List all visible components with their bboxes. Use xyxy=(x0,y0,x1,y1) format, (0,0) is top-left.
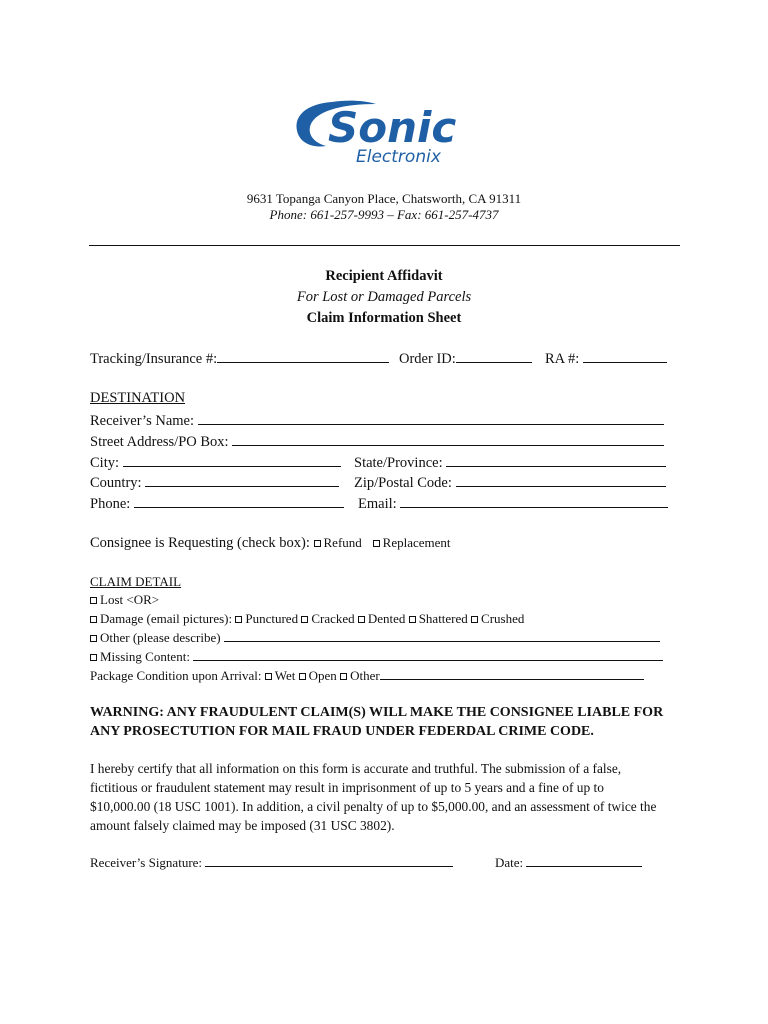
other-label: Other (please describe) xyxy=(100,630,221,645)
company-address: 9631 Topanga Canyon Place, Chatsworth, CA 91311 xyxy=(246,191,522,206)
certify-line-3: $10,000.00 (18 USC 1001). In addition, a civil penalty of up to $5,000.00, and an assessment of twice the xyxy=(90,799,657,814)
email-row xyxy=(358,494,668,513)
receiver-name-label: Receiver’s Name: xyxy=(90,413,195,429)
order-row xyxy=(399,349,532,368)
state-label: State/Province: xyxy=(354,455,443,471)
email-field[interactable] xyxy=(400,494,668,508)
state-row xyxy=(354,453,666,472)
date-field[interactable] xyxy=(526,855,642,867)
refund-label: Refund xyxy=(323,535,362,550)
other-condition-field[interactable] xyxy=(380,668,644,680)
refund-checkbox[interactable] xyxy=(314,540,321,547)
cracked-label: Cracked xyxy=(311,611,355,626)
order-id-label: Order ID: xyxy=(399,351,456,367)
phone-label: Phone: xyxy=(90,496,131,512)
other-description-field[interactable] xyxy=(224,630,660,642)
wet-checkbox[interactable] xyxy=(265,673,272,680)
other-condition-checkbox[interactable] xyxy=(340,673,347,680)
missing-label: Missing Content: xyxy=(100,649,190,664)
country-label: Country: xyxy=(90,475,142,491)
phone-row xyxy=(90,494,344,513)
state-field[interactable] xyxy=(446,453,666,467)
sonic-electronix-logo xyxy=(292,96,478,166)
destination-heading: DESTINATION xyxy=(90,390,186,406)
email-label: Email: xyxy=(358,496,397,512)
street-field[interactable] xyxy=(232,432,664,446)
punctured-label: Punctured xyxy=(245,611,299,626)
other-row xyxy=(90,630,660,646)
zip-label: Zip/Postal Code: xyxy=(354,475,452,491)
tracking-row xyxy=(90,349,389,368)
crushed-label: Crushed xyxy=(481,611,525,626)
ra-label: RA #: xyxy=(545,351,580,367)
damage-row xyxy=(90,611,524,627)
company-phone-fax: Phone: 661-257-9993 – Fax: 661-257-4737 xyxy=(269,207,499,222)
other-condition-label: Other xyxy=(350,668,380,683)
warning-line-1: WARNING: ANY FRAUDULENT CLAIM(S) WILL MAKE THE CONSIGNEE LIABLE FOR xyxy=(90,705,664,720)
city-label: City: xyxy=(90,455,120,471)
phone-field[interactable] xyxy=(134,494,344,508)
punctured-checkbox[interactable] xyxy=(235,616,242,623)
request-row xyxy=(90,535,451,552)
damage-checkbox[interactable] xyxy=(90,616,97,623)
missing-checkbox[interactable] xyxy=(90,654,97,661)
crushed-checkbox[interactable] xyxy=(471,616,478,623)
certify-line-2: fictitious or fraudulent statement may result in imprisonment of up to 5 years and a fine of up to xyxy=(90,780,604,795)
city-row xyxy=(90,453,341,472)
open-label: Open xyxy=(308,668,337,683)
dented-label: Dented xyxy=(367,611,406,626)
order-id-field[interactable] xyxy=(456,349,532,363)
wet-label: Wet xyxy=(274,668,296,683)
certify-line-1: I hereby certify that all information on this form is accurate and truthful. The submission of a false, xyxy=(90,761,622,776)
condition-label: Package Condition upon Arrival: xyxy=(90,668,262,683)
form-sheet-title: Claim Information Sheet xyxy=(306,310,462,326)
lost-checkbox[interactable] xyxy=(90,597,97,604)
lost-label: Lost <OR> xyxy=(100,592,160,607)
form-subtitle: For Lost or Damaged Parcels xyxy=(296,289,472,305)
country-row xyxy=(90,473,339,492)
tracking-label: Tracking/Insurance #: xyxy=(90,351,218,367)
receiver-name-row xyxy=(90,411,664,430)
city-field[interactable] xyxy=(123,453,341,467)
date-label: Date: xyxy=(495,855,524,870)
signature-label: Receiver’s Signature: xyxy=(90,855,203,870)
ra-row xyxy=(545,349,667,368)
signature-row xyxy=(90,855,453,871)
signature-field[interactable] xyxy=(205,855,453,867)
request-label: Consignee is Requesting (check box): xyxy=(90,535,310,551)
ra-field[interactable] xyxy=(583,349,667,363)
header-divider xyxy=(89,245,680,246)
replacement-checkbox[interactable] xyxy=(373,540,380,547)
shattered-checkbox[interactable] xyxy=(409,616,416,623)
date-row xyxy=(495,855,642,871)
damage-label: Damage (email pictures): xyxy=(100,611,233,626)
missing-row xyxy=(90,649,663,665)
condition-row xyxy=(90,668,644,684)
replacement-label: Replacement xyxy=(382,535,451,550)
open-checkbox[interactable] xyxy=(299,673,306,680)
logo-subword: Electronix xyxy=(356,147,441,166)
zip-row xyxy=(354,473,666,492)
country-field[interactable] xyxy=(145,473,339,487)
dented-checkbox[interactable] xyxy=(358,616,365,623)
warning-line-2: ANY PROSECTUTION FOR MAIL FRAUD UNDER FEDERDAL CRIME CODE. xyxy=(90,724,594,739)
form-title: Recipient Affidavit xyxy=(325,268,443,284)
street-row xyxy=(90,432,664,451)
missing-content-field[interactable] xyxy=(193,649,663,661)
zip-field[interactable] xyxy=(456,473,666,487)
receiver-name-field[interactable] xyxy=(198,411,664,425)
claim-detail-heading: CLAIM DETAIL xyxy=(90,574,182,589)
lost-row xyxy=(90,592,159,608)
tracking-field[interactable] xyxy=(217,349,389,363)
other-checkbox[interactable] xyxy=(90,635,97,642)
cracked-checkbox[interactable] xyxy=(301,616,308,623)
certify-line-4: amount falsely claimed may be imposed (31 USC 3802). xyxy=(90,818,395,833)
logo-word: Sonic xyxy=(328,103,457,152)
shattered-label: Shattered xyxy=(418,611,468,626)
street-label: Street Address/PO Box: xyxy=(90,434,229,450)
